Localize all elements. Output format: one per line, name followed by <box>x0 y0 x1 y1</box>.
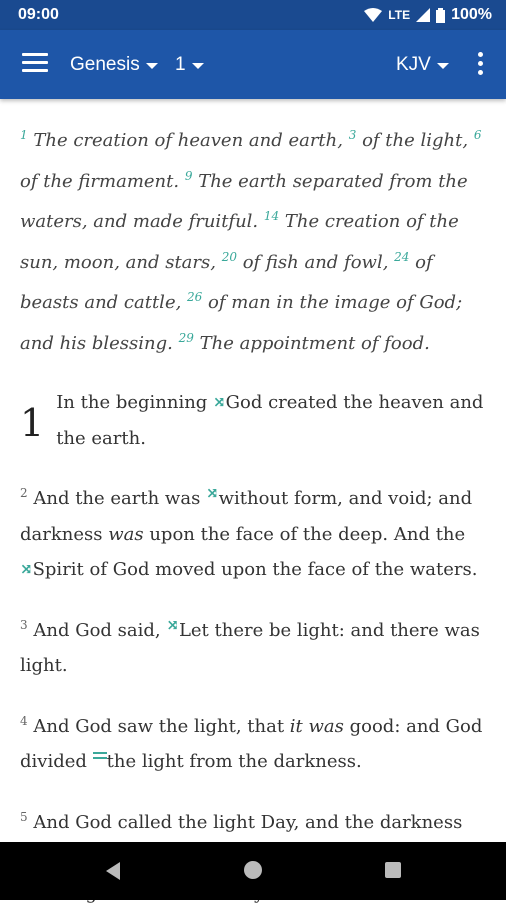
cross-reference-icon[interactable]: ⤨ <box>20 560 33 578</box>
status-icons <box>364 6 492 24</box>
book-selector[interactable] <box>70 54 158 76</box>
cross-reference-icon[interactable]: ⤨ <box>166 616 179 634</box>
verse-1[interactable] <box>20 385 486 456</box>
bible-text <box>20 118 486 842</box>
summary-text: of the light, <box>356 130 473 151</box>
verse-number: 2 <box>20 486 28 500</box>
summary-text: The appointment of food. <box>194 333 430 354</box>
summary-verse-ref[interactable]: 26 <box>187 290 202 304</box>
status-time: 09:00 <box>18 6 59 24</box>
verse-text: upon the face of the deep. And the <box>144 524 466 545</box>
verse-number: 5 <box>20 810 28 824</box>
chapter-label: 1 <box>175 54 186 76</box>
verse-text: And God saw the light, that <box>28 716 290 737</box>
verse-4[interactable] <box>20 704 486 780</box>
summary-verse-ref[interactable]: 24 <box>394 250 409 264</box>
menu-icon[interactable] <box>22 53 48 75</box>
version-selector[interactable] <box>396 54 449 76</box>
verse-text: God created the heaven and the earth. <box>56 392 483 449</box>
verse-italic-text: it was <box>290 716 344 737</box>
verse-text: good: and God divided <box>20 716 482 773</box>
chevron-down-icon <box>437 63 449 69</box>
cross-reference-icon[interactable]: ⤨ <box>213 393 226 411</box>
status-bar <box>0 0 506 30</box>
summary-text: of man in the image of God; and his blessing. <box>20 292 462 354</box>
parallel-reference-icon[interactable] <box>93 752 107 762</box>
version-label: KJV <box>396 54 431 76</box>
verse-text: And the earth was <box>28 488 206 509</box>
summary-text: The creation of the sun, moon, and stars, <box>20 211 459 273</box>
chapter-number: 1 <box>20 393 44 453</box>
wifi-icon <box>364 8 382 22</box>
summary-verse-ref[interactable]: 29 <box>179 331 194 345</box>
book-label: Genesis <box>70 54 140 76</box>
battery-icon <box>436 8 445 23</box>
cross-reference-icon[interactable]: ⤨ <box>206 484 219 502</box>
summary-text: of the firmament. <box>20 171 185 192</box>
system-nav-bar <box>0 842 506 900</box>
chevron-down-icon <box>146 63 158 69</box>
verse-3[interactable] <box>20 608 486 684</box>
verse-number: 4 <box>20 714 28 728</box>
home-icon[interactable] <box>244 861 262 879</box>
summary-verse-ref[interactable]: 9 <box>185 169 193 183</box>
chevron-down-icon <box>192 63 204 69</box>
summary-verse-ref[interactable]: 3 <box>349 128 357 142</box>
verse-text: without form, and void; and darkness <box>20 488 472 545</box>
verse-text: And God said, <box>28 620 167 641</box>
signal-icon <box>416 8 430 22</box>
summary-text: The creation of heaven and earth, <box>28 130 349 151</box>
more-options-icon[interactable] <box>478 52 484 76</box>
verse-text: Spirit of God moved upon the face of the waters. <box>33 559 478 580</box>
verse-text: Let there be light: and there was light. <box>20 620 480 677</box>
verse-text: And God called the light Day, and the darkness <box>20 812 462 869</box>
app-toolbar <box>0 30 506 99</box>
network-label: LTE <box>388 8 410 22</box>
verse-italic-text: was <box>108 524 143 545</box>
back-icon[interactable] <box>106 862 120 880</box>
battery-level: 100% <box>451 6 492 24</box>
summary-verse-ref[interactable]: 6 <box>474 128 482 142</box>
verse-text: the light from the darkness. <box>107 751 362 772</box>
verse-text: In the beginning <box>56 392 213 413</box>
summary-text: of fish and fowl, <box>237 252 394 273</box>
summary-verse-ref[interactable]: 1 <box>20 128 28 142</box>
verse-number: 3 <box>20 618 28 632</box>
recent-apps-icon[interactable] <box>385 862 401 878</box>
summary-verse-ref[interactable]: 20 <box>222 250 237 264</box>
summary-text: of beasts and cattle, <box>20 252 433 314</box>
chapter-summary <box>20 118 486 361</box>
chapter-selector[interactable] <box>175 54 204 76</box>
summary-text: The earth separated from the waters, and made fruitful. <box>20 171 468 233</box>
verse-2[interactable] <box>20 476 486 588</box>
summary-verse-ref[interactable]: 14 <box>264 209 279 223</box>
